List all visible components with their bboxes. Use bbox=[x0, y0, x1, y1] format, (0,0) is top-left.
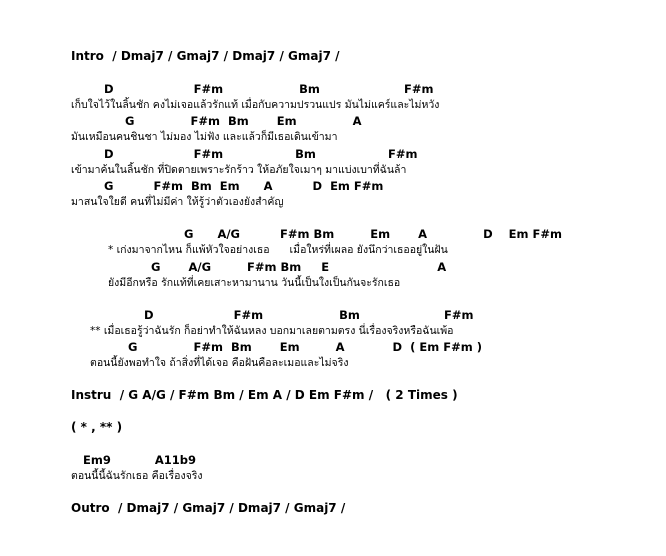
chorus1-chords-2: G A/G F#m Bm E A bbox=[151, 260, 447, 274]
instru-line: Instru / G A/G / F#m Bm / Em A / D Em F#m / ( 2 Times ) bbox=[71, 388, 458, 402]
bridge-chords: Em9 A11b9 bbox=[83, 453, 197, 467]
verse1-lyric-4: มาสนใจใยดี คนที่ไม่มีค่า ให้รู้ว่าตัวเองยังสำคัญ bbox=[71, 196, 284, 208]
chorus2-chords-1: D F#m Bm F#m bbox=[144, 308, 474, 322]
verse1-lyric-2: มันเหมือนคนชินชา ไม่มอง ไม่ฟัง และแล้วก็มีเธอเดินเข้ามา bbox=[71, 131, 338, 143]
verse1-lyric-3: เข้ามาค้นในลิ้นชัก ที่ปิดตายเพราะรักร้าว ให้อภัยใจเมาๆ มาแบ่งเบาที่ฉันล้า bbox=[71, 164, 407, 176]
chorus1-chords-1: G A/G F#m Bm Em A D Em F#m bbox=[184, 227, 562, 241]
verse1-chords-3: D F#m Bm F#m bbox=[104, 147, 418, 161]
verse1-chords-2: G F#m Bm Em A bbox=[125, 114, 362, 128]
bridge-lyric: ตอนนี้นี้ฉันรักเธอ คือเรื่องจริง bbox=[71, 470, 203, 482]
chorus1-lyric-1: * เก่งมาจากไหน ก็แพ้หัวใจอย่างเธอ เมื่อใหร่ที่เผลอ ยังนึกว่าเธออยู่ในฝัน bbox=[108, 244, 448, 256]
chorus1-lyric-2: ยังมีอีกหรือ รักแท้ที่เคยเสาะหามานาน วันนี้เป็นใงเป็นกันจะรักเธอ bbox=[108, 277, 401, 289]
chorus2-chords-2: G F#m Bm Em A D ( Em F#m ) bbox=[128, 340, 482, 354]
repeat-line: ( * , ** ) bbox=[71, 420, 123, 434]
outro-line: Outro / Dmaj7 / Gmaj7 / Dmaj7 / Gmaj7 / bbox=[71, 501, 346, 515]
verse1-lyric-1: เก็บใจไว้ในลิ้นชัก คงไม่เจอแล้วรักแท้ เมื่อกับความปรวนแปร มันไม่แคร์และไม่หวัง bbox=[71, 99, 440, 111]
verse1-chords-4: G F#m Bm Em A D Em F#m bbox=[104, 179, 384, 193]
intro-line: Intro / Dmaj7 / Gmaj7 / Dmaj7 / Gmaj7 / bbox=[71, 49, 340, 63]
chorus2-lyric-2: ตอนนี้ยังพอทำใจ ถ้าสิ่งที่ได้เจอ คือฝันคือละเมอและไม่จริง bbox=[90, 357, 349, 369]
verse1-chords-1: D F#m Bm F#m bbox=[104, 82, 434, 96]
chorus2-lyric-1: ** เมื่อเธอรู้ว่าฉันรัก ก็อย่าทำให้ฉันหลง บอกมาเลยตามตรง นี่เรื่องจริงหรือฉันเพ้อ bbox=[90, 325, 454, 337]
